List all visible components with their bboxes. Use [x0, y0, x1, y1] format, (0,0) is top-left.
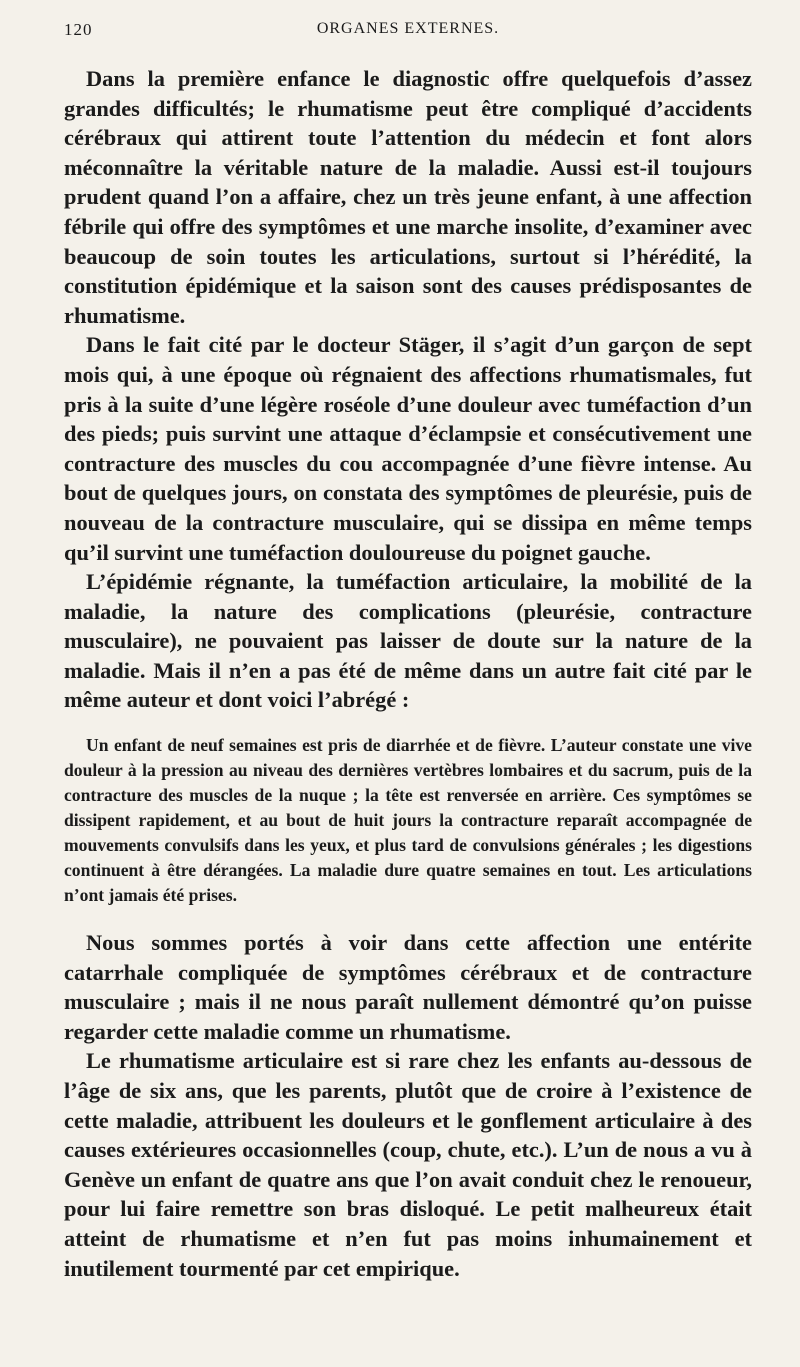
paragraph-diagnostic: Dans la première enfance le diagnostic offre quelquefois d’assez grandes difficultés; le rhumatisme peut être compliqué d’accidents cérébraux qui attirent toute l’attention du médecin et font alors méconnaître la véritable nature de la maladie. Aussi est-il toujours prudent quand l’on a affaire, chez un très jeune enfant, à une affection fébrile qui offre des symptômes et une marche insolite, d’examiner avec beaucoup de soin toutes les articulations, surtout si l’hérédité, la constitution épidémique et la saison sont des causes prédisposantes de rhumatisme.: [64, 66, 752, 328]
running-title: ORGANES EXTERNES.: [316, 20, 500, 37]
paragraph-geneva-case: Le rhumatisme articulaire est si rare chez les enfants au-dessous de l’âge de six ans, que les parents, plutôt que de croire à l’existence de cette maladie, attribuent les douleurs et le gonflement articulaire à des causes extérieures occasionnelles (coup, chute, etc.). L’un de nous a vu à Genève un enfant de quatre ans que l’on avait conduit chez le renoueur, pour lui faire remettre son bras disloqué. Le petit malheureux était atteint de rhumatisme et n’en fut pas moins inhumainement et inutilement tourmenté par cet empirique.: [64, 1048, 752, 1281]
case-abstract: Un enfant de neuf semaines est pris de diarrhée et de fièvre. L’auteur constate une vive douleur à la pression au niveau des dernières vertèbres lombaires et du sacrum, puis de la contracture des muscles de la nuque ; la tête est renversée en arrière. Ces symptômes se dissipent rapidement, et au bout de huit jours la contracture reparaît accompagnée de mouvements convulsifs dans les yeux, et plus tard de convulsions générales ; les digestions continuent à être dérangées. La maladie dure quatre semaines en tout. Les articulations n’ont jamais été prises.: [64, 735, 752, 906]
page-number: 120: [64, 20, 93, 39]
running-head: [64, 20, 752, 50]
paragraph-epidemic: L’épidémie régnante, la tuméfaction articulaire, la mobilité de la maladie, la nature des complications (pleurésie, contracture musculaire), ne pouvaient pas laisser de doute sur la nature de la maladie. Mais il n’en a pas été de même dans un autre fait cité par le même auteur et dont voici l’abrégé :: [64, 569, 752, 713]
paragraph-stager-case: Dans le fait cité par le docteur Stäger, il s’agit d’un garçon de sept mois qui, à une époque où régnaient des affections rhumatismales, fut pris à la suite d’une légère roséole d’une douleur avec tuméfaction d’un des pieds; puis survint une attaque d’éclampsie et consécutivement une contracture des muscles du cou accompagnée d’une fièvre intense. Au bout de quelques jours, on constata des symptômes de pleurésie, puis de nouveau de la contracture musculaire, qui se dissipa en même temps qu’il survint une tuméfaction douloureuse du poignet gauche.: [64, 332, 752, 565]
paragraph-enteritis: Nous sommes portés à voir dans cette affection une entérite catarrhale compliquée de symptômes cérébraux et de contracture musculaire ; mais il ne nous paraît nullement démontré qu’on puisse regarder cette maladie comme un rhumatisme.: [64, 930, 752, 1044]
